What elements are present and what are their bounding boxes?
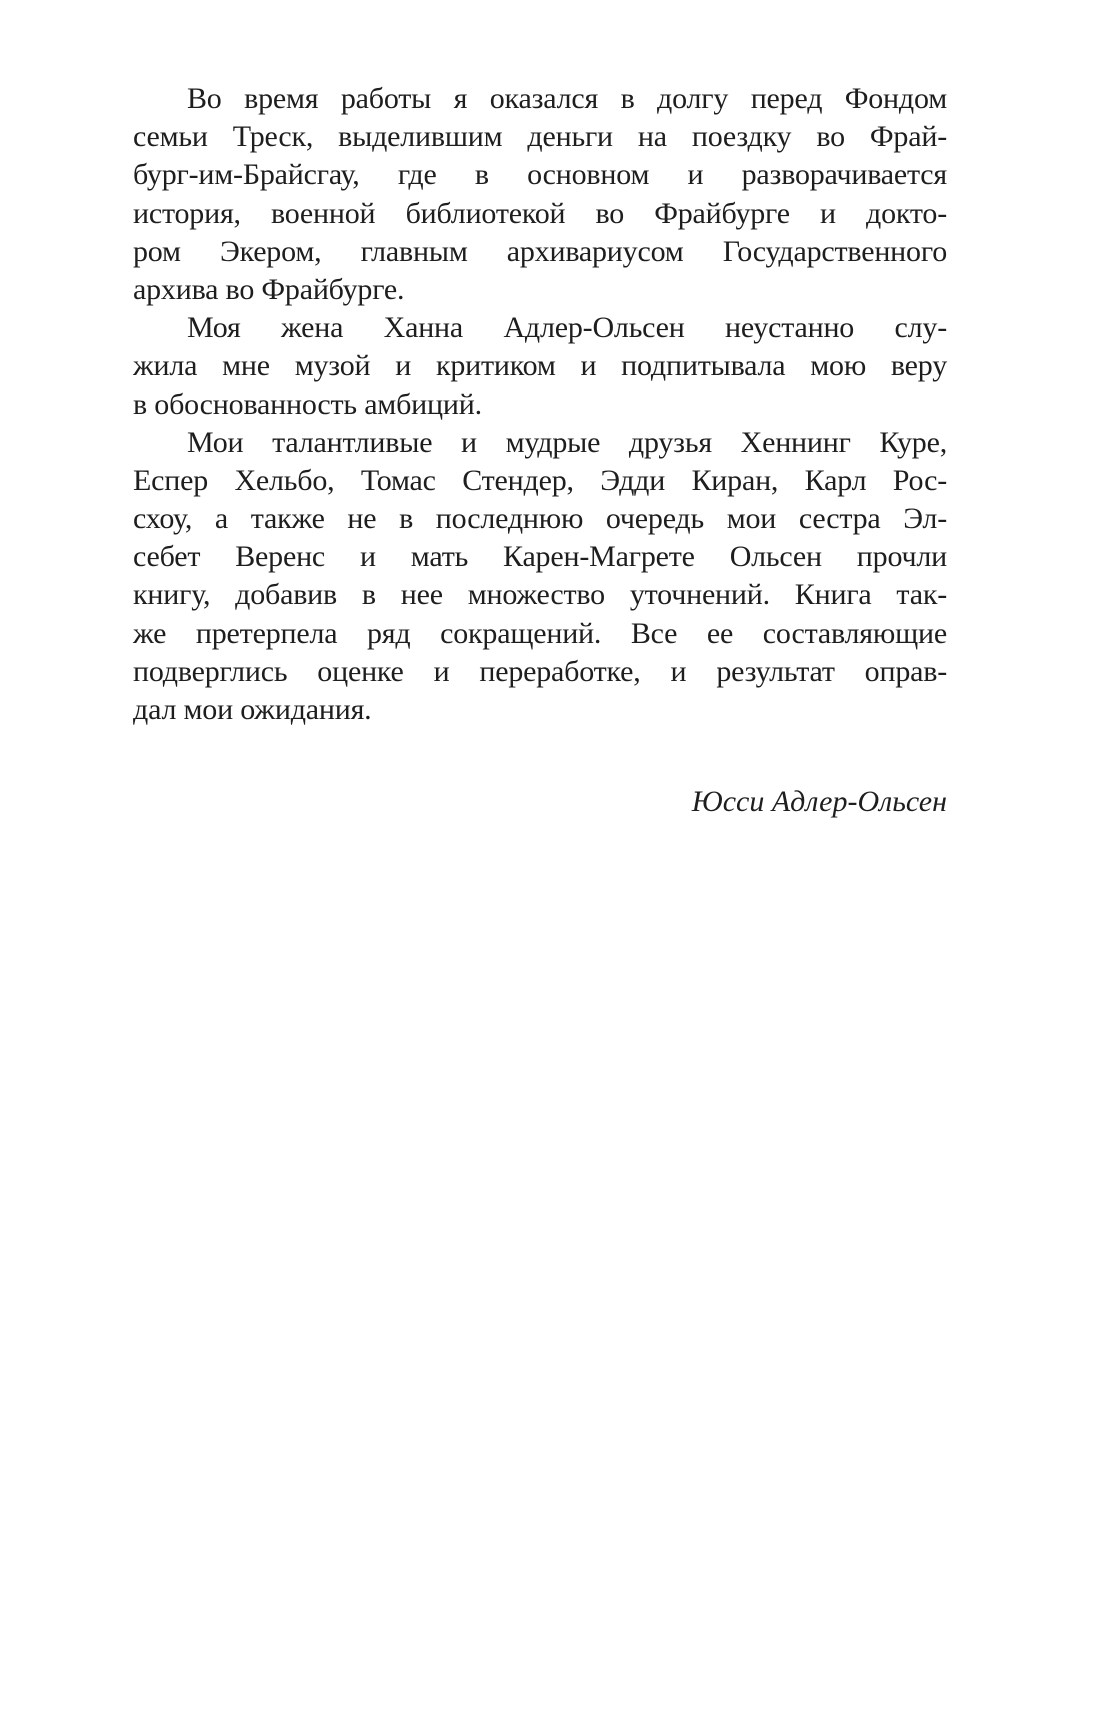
text-line: Во время работы я оказался в долгу перед Фондом	[187, 82, 947, 115]
paragraph-1	[133, 80, 947, 309]
text-line: ром Экером, главным архивариусом Государственного	[133, 234, 947, 268]
text-line: Моя жена Ханна Адлер-Ольсен неустанно слу-	[187, 311, 947, 345]
text-line: семьи Треск, выделившим деньги на поездку во Фрай-	[133, 120, 947, 154]
text-line: себет Веренс и мать Карен-Магрете Ольсен прочли	[133, 540, 947, 574]
paragraph-2	[133, 309, 947, 424]
text-line: же претерпела ряд сокращений. Все ее составляющие	[133, 616, 947, 650]
text-line: жила мне музой и критиком и подпитывала мою веру	[133, 349, 947, 383]
text-line: схоу, а также не в последнюю очередь мои сестра Эл-	[133, 502, 947, 536]
text-line: дал мои ожидания.	[133, 693, 372, 726]
text-line: книгу, добавив в нее множество уточнений. Книга так-	[133, 578, 947, 612]
text-line: бург-им-Брайсгау, где в основном и разворачивается	[133, 158, 947, 192]
text-line: история, военной библиотекой во Фрайбурге и докто-	[133, 196, 947, 230]
text-line: в обоснованность амбиций.	[133, 387, 482, 421]
text-line: Еспер Хельбо, Томас Стендер, Эдди Киран, Карл Рос-	[133, 463, 947, 497]
document-body	[133, 80, 947, 729]
paragraph-3	[133, 424, 947, 730]
text-line: подверглись оценке и переработке, и результат оправ-	[133, 654, 947, 688]
text-line: архива во Фрайбурге.	[133, 272, 405, 306]
text-line: Мои талантливые и мудрые друзья Хеннинг Куре,	[187, 425, 947, 459]
author-signature: Юсси Адлер-Ольсен	[691, 785, 947, 818]
